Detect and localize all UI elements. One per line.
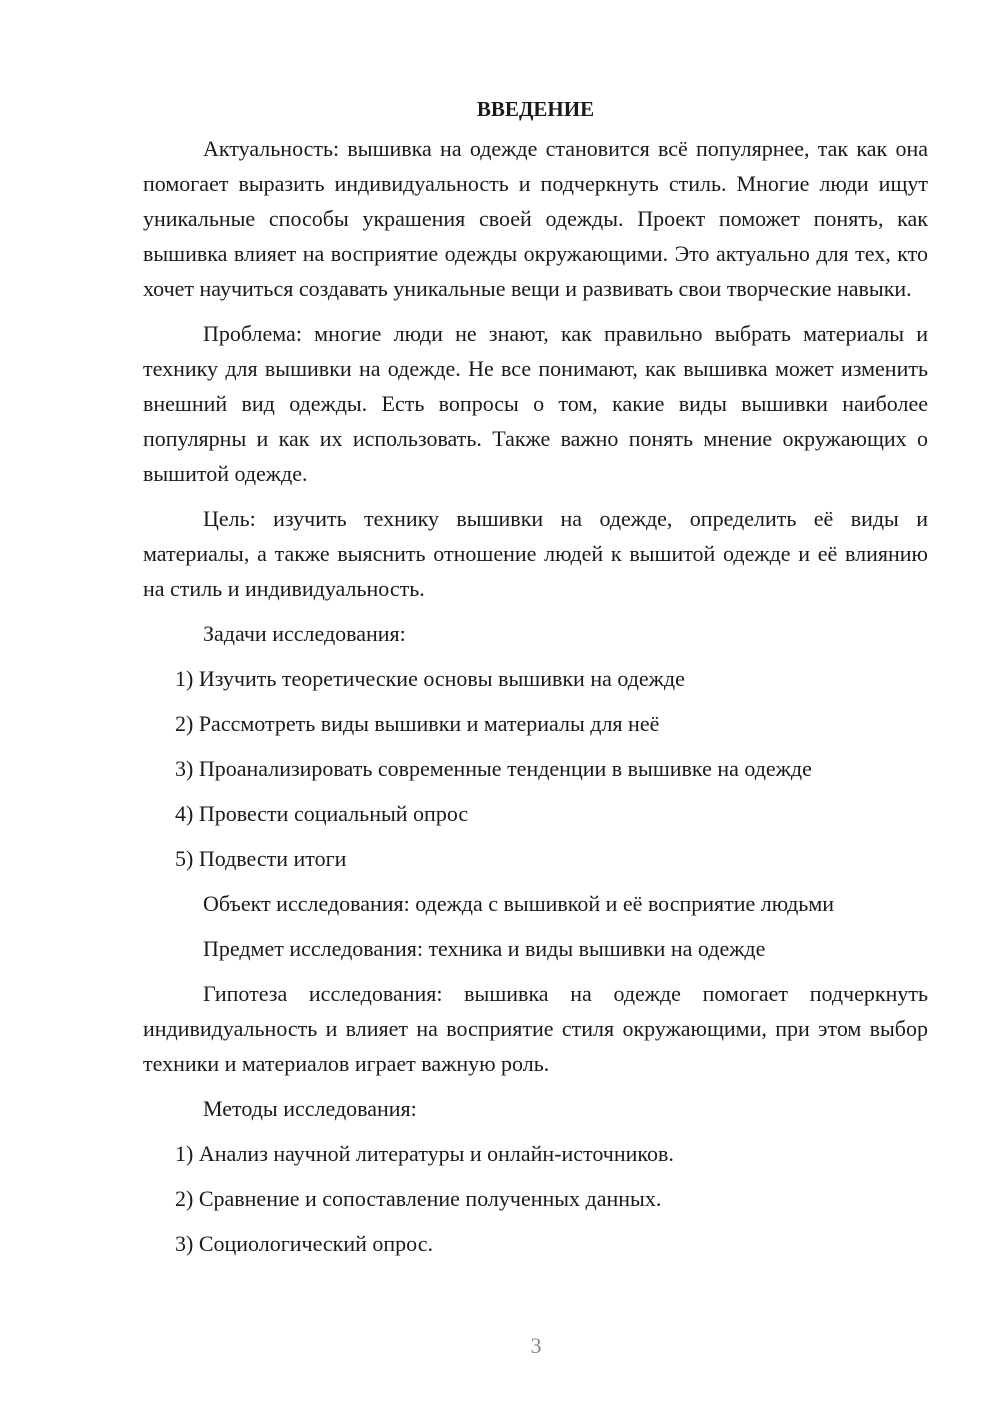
list-item: 1) Изучить теоретические основы вышивки на одежде bbox=[175, 666, 685, 691]
list-item: 5) Подвести итоги bbox=[175, 846, 347, 871]
subject-paragraph: Предмет исследования: техника и виды вышивки на одежде bbox=[203, 936, 766, 961]
relevance-paragraph: Актуальность: вышивка на одежде становится всё популярнее, так как она помогает выразить индивидуальность и подчеркнуть стиль. Многие люди ищут уникальные способы украшения своей одежды. Проект поможет понять, как вышивка влияет на восприятие одежды окружающими. Это актуально для тех, кто хочет научиться создавать уникальные вещи и развивать свои творческие навыки. bbox=[143, 136, 928, 301]
page-content bbox=[143, 94, 928, 1271]
methods-list bbox=[143, 1136, 928, 1261]
list-item: 1) Анализ научной литературы и онлайн-источников. bbox=[175, 1141, 674, 1166]
object-paragraph: Объект исследования: одежда с вышивкой и её восприятие людьми bbox=[203, 891, 835, 916]
tasks-heading: Задачи исследования: bbox=[203, 621, 406, 646]
page-number: 3 bbox=[530, 1333, 542, 1358]
problem-paragraph: Проблема: многие люди не знают, как правильно выбрать материалы и технику для вышивки на одежде. Не все понимают, как вышивка может изменить внешний вид одежды. Есть вопросы о том, какие виды вышивки наиболее популярны и как их использовать. Также важно понять мнение окружающих о вышитой одежде. bbox=[143, 321, 928, 486]
tasks-list bbox=[143, 661, 928, 876]
page-title: ВВЕДЕНИЕ bbox=[476, 97, 595, 121]
list-item: 3) Социологический опрос. bbox=[175, 1231, 433, 1256]
list-item: 4) Провести социальный опрос bbox=[175, 801, 469, 826]
methods-heading: Методы исследования: bbox=[203, 1096, 417, 1121]
list-item: 2) Сравнение и сопоставление полученных данных. bbox=[175, 1186, 662, 1211]
goal-paragraph: Цель: изучить технику вышивки на одежде, определить её виды и материалы, а также выяснить отношение людей к вышитой одежде и её влиянию на стиль и индивидуальность. bbox=[143, 506, 928, 601]
list-item: 3) Проанализировать современные тенденции в вышивке на одежде bbox=[175, 756, 812, 781]
hypothesis-paragraph: Гипотеза исследования: вышивка на одежде помогает подчеркнуть индивидуальность и влияет на восприятие стиля окружающими, при этом выбор техники и материалов играет важную роль. bbox=[143, 981, 928, 1076]
list-item: 2) Рассмотреть виды вышивки и материалы для неё bbox=[175, 711, 660, 736]
